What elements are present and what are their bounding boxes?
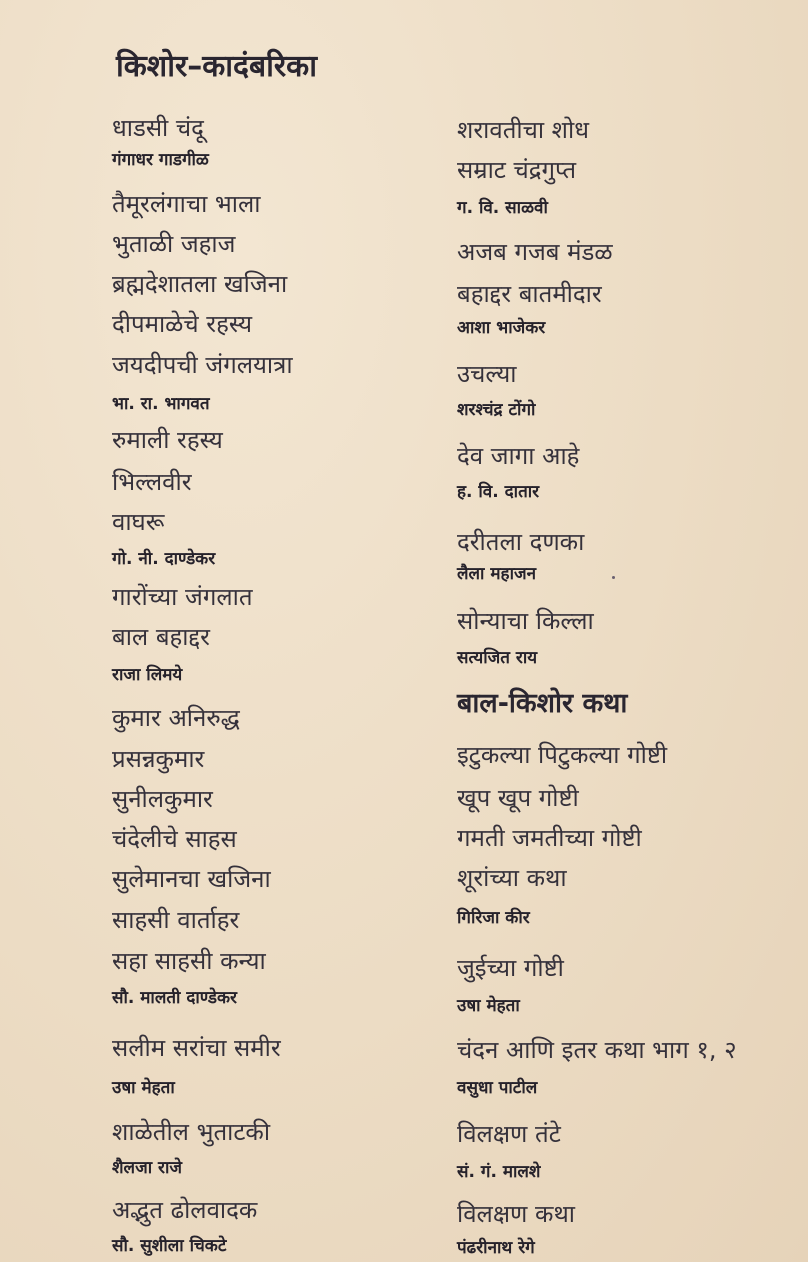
left-line: भिल्लवीर [112, 468, 192, 496]
left-line: साहसी वार्ताहर [112, 906, 240, 934]
right-line: गमती जमतीच्या गोष्टी [457, 824, 642, 852]
left-line: भा. रा. भागवत [112, 394, 210, 414]
left-line: प्रसन्नकुमार [112, 745, 205, 773]
right-line: इटुकल्या पिटुकल्या गोष्टी [457, 741, 668, 769]
left-line: सुनीलकुमार [112, 785, 213, 813]
left-line: गो. नी. दाण्डेकर [112, 549, 216, 569]
left-line: तैमूरलंगाचा भाला [112, 190, 261, 218]
right-line: सोन्याचा किल्ला [457, 607, 594, 635]
left-line: धाडसी चंदू [112, 114, 204, 142]
right-line: सत्यजित राय [457, 648, 538, 668]
right-line: लैला महाजन [457, 564, 537, 584]
left-line: सौ. सुशीला चिकटे [112, 1236, 227, 1256]
left-column [112, 0, 452, 1262]
right-line: शरावतीचा शोध [457, 116, 589, 144]
right-line: उषा मेहता [457, 996, 520, 1016]
left-line: राजा लिमये [112, 665, 183, 685]
right-line: दरीतला दणका [457, 528, 585, 556]
right-line: चंदन आणि इतर कथा भाग १, २ [457, 1036, 737, 1064]
right-line: खूप खूप गोष्टी [457, 784, 579, 812]
left-line: भुताळी जहाज [112, 230, 236, 258]
right-line: पंढरीनाथ रेगे [457, 1238, 535, 1258]
right-line: बहाद्दर बातमीदार [457, 280, 602, 308]
right-column [457, 0, 797, 1262]
right-line: वसुधा पाटील [457, 1078, 538, 1098]
left-line: सहा साहसी कन्या [112, 947, 266, 975]
left-line: चंदेलीचे साहस [112, 825, 237, 853]
right-line: ह. वि. दातार [457, 482, 540, 502]
right-line: शूरांच्या कथा [457, 864, 567, 892]
right-line: गिरिजा कीर [457, 908, 530, 928]
left-line: अद्भुत ढोलवादक [112, 1196, 258, 1224]
left-line: सौ. मालती दाण्डेकर [112, 988, 237, 1008]
left-section-heading: किशोर–कादंबरिका [116, 49, 317, 84]
right-line: ग. वि. साळवी [457, 198, 548, 218]
right-line: शरश्चंद्र टोंगो [457, 400, 536, 420]
right-line: देव जागा आहे [457, 442, 580, 470]
right-line: विलक्षण कथा [457, 1200, 576, 1228]
left-line: रुमाली रहस्य [112, 426, 223, 454]
left-line: शाळेतील भुताटकी [112, 1118, 271, 1146]
left-line: बाल बहाद्दर [112, 623, 210, 651]
right-line: अजब गजब मंडळ [457, 238, 613, 266]
right-section-heading: बाल-किशोर कथा [457, 688, 628, 719]
right-line: उचल्या [457, 360, 517, 388]
left-line: सलीम सरांचा समीर [112, 1034, 281, 1062]
right-line: आशा भाजेकर [457, 318, 546, 338]
right-line: जुईच्या गोष्टी [457, 954, 564, 982]
left-line: कुमार अनिरुद्ध [112, 704, 240, 732]
left-line: ब्रह्मदेशातला खजिना [112, 270, 288, 298]
left-line: गंगाधर गाडगीळ [112, 150, 209, 170]
right-line: सम्राट चंद्रगुप्त [457, 156, 577, 184]
left-line: गारोंच्या जंगलात [112, 583, 253, 611]
left-line: जयदीपची जंगलयात्रा [112, 351, 293, 379]
left-line: सुलेमानचा खजिना [112, 865, 271, 893]
ink-speck [612, 576, 615, 579]
left-line: दीपमाळेचे रहस्य [112, 310, 253, 338]
right-line: विलक्षण तंटे [457, 1120, 561, 1148]
left-line: उषा मेहता [112, 1078, 175, 1098]
left-line: वाघरू [112, 508, 165, 536]
left-line: शैलजा राजे [112, 1158, 182, 1178]
right-line: सं. गं. मालशे [457, 1162, 541, 1182]
